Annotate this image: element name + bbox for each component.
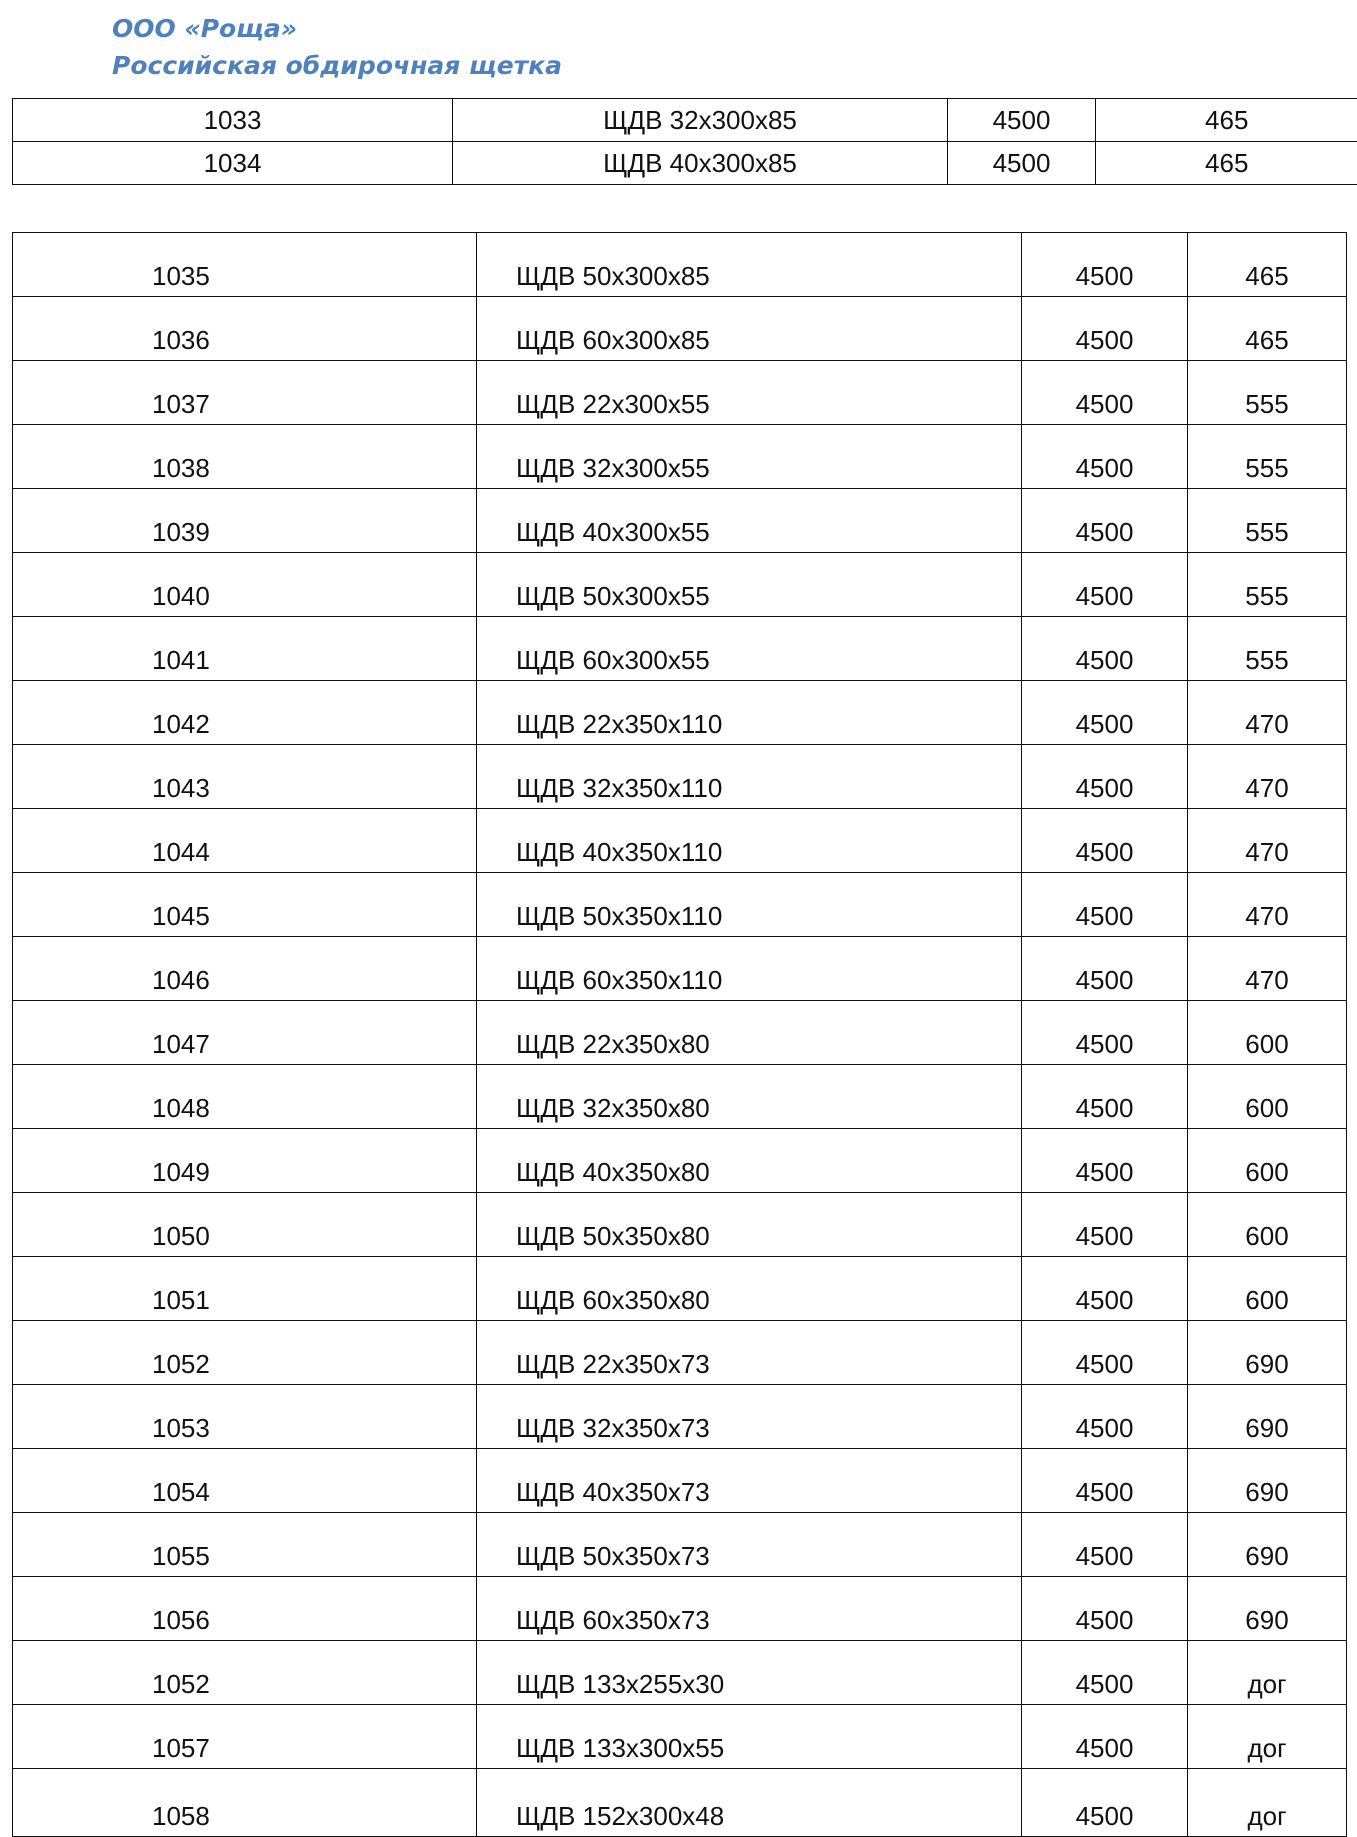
table-row xyxy=(13,1193,1347,1257)
table-row xyxy=(13,1641,1347,1705)
table-row xyxy=(13,809,1347,873)
product-price: дог xyxy=(1188,1641,1347,1705)
product-code: 1057 xyxy=(13,1705,477,1769)
table-row xyxy=(13,1449,1347,1513)
product-quantity: 4500 xyxy=(1022,297,1188,361)
product-name: ЩДВ 40х300х55 xyxy=(477,489,1022,553)
product-quantity: 4500 xyxy=(1022,553,1188,617)
product-name: ЩДВ 32х300х55 xyxy=(477,425,1022,489)
product-name: ЩДВ 40х350х80 xyxy=(477,1129,1022,1193)
product-name: ЩДВ 50х350х73 xyxy=(477,1513,1022,1577)
product-code: 1052 xyxy=(13,1321,477,1385)
product-quantity: 4500 xyxy=(1022,1001,1188,1065)
product-quantity: 4500 xyxy=(1022,1385,1188,1449)
product-quantity: 4500 xyxy=(1022,1769,1188,1837)
product-quantity: 4500 xyxy=(1022,1641,1188,1705)
product-price: 555 xyxy=(1188,553,1347,617)
product-quantity: 4500 xyxy=(1022,1193,1188,1257)
product-price: 690 xyxy=(1188,1385,1347,1449)
product-price: 600 xyxy=(1188,1193,1347,1257)
product-price: 470 xyxy=(1188,809,1347,873)
product-quantity: 4500 xyxy=(1022,1129,1188,1193)
price-table-main xyxy=(12,232,1347,1837)
product-code: 1049 xyxy=(13,1129,477,1193)
table-row xyxy=(13,1001,1347,1065)
product-price: 555 xyxy=(1188,617,1347,681)
product-name: ЩДВ 133х255х30 xyxy=(477,1641,1022,1705)
product-price: 465 xyxy=(1188,233,1347,297)
product-code: 1038 xyxy=(13,425,477,489)
product-price: 690 xyxy=(1188,1513,1347,1577)
product-name: ЩДВ 60х350х73 xyxy=(477,1577,1022,1641)
table-row xyxy=(13,489,1347,553)
table-row xyxy=(13,1065,1347,1129)
table-row xyxy=(13,297,1347,361)
product-code: 1033 xyxy=(13,99,453,142)
product-name: ЩДВ 32х350х110 xyxy=(477,745,1022,809)
product-code: 1058 xyxy=(13,1769,477,1837)
product-quantity: 4500 xyxy=(1022,1705,1188,1769)
product-price: 470 xyxy=(1188,937,1347,1001)
product-quantity: 4500 xyxy=(1022,745,1188,809)
table-row xyxy=(13,1769,1347,1837)
product-price: 465 xyxy=(1096,142,1357,185)
product-name: ЩДВ 22х300х55 xyxy=(477,361,1022,425)
product-quantity: 4500 xyxy=(1022,617,1188,681)
product-code: 1034 xyxy=(13,142,453,185)
price-table-top-body xyxy=(13,99,1357,185)
product-code: 1041 xyxy=(13,617,477,681)
document-subtitle: Российская обдирочная щетка xyxy=(112,47,562,84)
price-table-top xyxy=(12,98,1357,185)
product-price: 690 xyxy=(1188,1449,1347,1513)
product-quantity: 4500 xyxy=(1022,1577,1188,1641)
product-code: 1042 xyxy=(13,681,477,745)
product-quantity: 4500 xyxy=(948,142,1096,185)
table-row xyxy=(13,1321,1347,1385)
product-quantity: 4500 xyxy=(1022,809,1188,873)
table-row xyxy=(13,1577,1347,1641)
product-price: 465 xyxy=(1096,99,1357,142)
product-price: дог xyxy=(1188,1769,1347,1837)
product-price: 555 xyxy=(1188,425,1347,489)
product-name: ЩДВ 60х300х55 xyxy=(477,617,1022,681)
product-code: 1035 xyxy=(13,233,477,297)
product-price: 600 xyxy=(1188,1065,1347,1129)
product-quantity: 4500 xyxy=(1022,1449,1188,1513)
table-row xyxy=(13,233,1347,297)
table-row xyxy=(13,142,1357,185)
table-row xyxy=(13,1705,1347,1769)
product-quantity: 4500 xyxy=(1022,873,1188,937)
product-name: ЩДВ 152х300х48 xyxy=(477,1769,1022,1837)
product-name: ЩДВ 22х350х80 xyxy=(477,1001,1022,1065)
product-quantity: 4500 xyxy=(1022,489,1188,553)
product-name: ЩДВ 40х350х73 xyxy=(477,1449,1022,1513)
product-name: ЩДВ 50х350х80 xyxy=(477,1193,1022,1257)
table-row xyxy=(13,745,1347,809)
product-quantity: 4500 xyxy=(1022,1321,1188,1385)
table-row xyxy=(13,425,1347,489)
product-price: 600 xyxy=(1188,1257,1347,1321)
table-row xyxy=(13,1257,1347,1321)
table-row xyxy=(13,617,1347,681)
product-price: 470 xyxy=(1188,745,1347,809)
product-price: 470 xyxy=(1188,873,1347,937)
product-name: ЩДВ 40х300х85 xyxy=(453,142,948,185)
product-name: ЩДВ 32х350х80 xyxy=(477,1065,1022,1129)
table-row xyxy=(13,1385,1347,1449)
table-row xyxy=(13,1513,1347,1577)
product-price: 465 xyxy=(1188,297,1347,361)
product-quantity: 4500 xyxy=(1022,937,1188,1001)
product-name: ЩДВ 50х300х85 xyxy=(477,233,1022,297)
table-row xyxy=(13,937,1347,1001)
product-code: 1036 xyxy=(13,297,477,361)
product-name: ЩДВ 22х350х73 xyxy=(477,1321,1022,1385)
product-price: 600 xyxy=(1188,1001,1347,1065)
product-code: 1037 xyxy=(13,361,477,425)
product-price: 690 xyxy=(1188,1577,1347,1641)
table-row xyxy=(13,99,1357,142)
product-quantity: 4500 xyxy=(1022,425,1188,489)
product-name: ЩДВ 22х350х110 xyxy=(477,681,1022,745)
product-code: 1043 xyxy=(13,745,477,809)
product-code: 1051 xyxy=(13,1257,477,1321)
product-name: ЩДВ 40х350х110 xyxy=(477,809,1022,873)
product-name: ЩДВ 60х350х80 xyxy=(477,1257,1022,1321)
price-table-main-body xyxy=(13,233,1347,1837)
product-code: 1039 xyxy=(13,489,477,553)
product-price: 600 xyxy=(1188,1129,1347,1193)
product-price: 555 xyxy=(1188,361,1347,425)
product-name: ЩДВ 32х300х85 xyxy=(453,99,948,142)
product-quantity: 4500 xyxy=(1022,1513,1188,1577)
product-code: 1050 xyxy=(13,1193,477,1257)
product-name: ЩДВ 32х350х73 xyxy=(477,1385,1022,1449)
product-code: 1053 xyxy=(13,1385,477,1449)
product-code: 1055 xyxy=(13,1513,477,1577)
product-quantity: 4500 xyxy=(948,99,1096,142)
table-row xyxy=(13,681,1347,745)
product-quantity: 4500 xyxy=(1022,1065,1188,1129)
product-quantity: 4500 xyxy=(1022,1257,1188,1321)
product-price: 470 xyxy=(1188,681,1347,745)
table-row xyxy=(13,361,1347,425)
product-code: 1047 xyxy=(13,1001,477,1065)
product-code: 1054 xyxy=(13,1449,477,1513)
product-code: 1056 xyxy=(13,1577,477,1641)
product-name: ЩДВ 60х350х110 xyxy=(477,937,1022,1001)
product-name: ЩДВ 50х300х55 xyxy=(477,553,1022,617)
product-code: 1044 xyxy=(13,809,477,873)
product-price: 690 xyxy=(1188,1321,1347,1385)
product-code: 1040 xyxy=(13,553,477,617)
page-header xyxy=(112,10,562,84)
product-name: ЩДВ 60х300х85 xyxy=(477,297,1022,361)
table-row xyxy=(13,873,1347,937)
product-code: 1045 xyxy=(13,873,477,937)
table-row xyxy=(13,1129,1347,1193)
product-code: 1052 xyxy=(13,1641,477,1705)
product-code: 1046 xyxy=(13,937,477,1001)
product-price: дог xyxy=(1188,1705,1347,1769)
product-name: ЩДВ 133х300х55 xyxy=(477,1705,1022,1769)
table-row xyxy=(13,553,1347,617)
product-quantity: 4500 xyxy=(1022,681,1188,745)
product-quantity: 4500 xyxy=(1022,233,1188,297)
company-name: ООО «Роща» xyxy=(112,10,562,47)
product-name: ЩДВ 50х350х110 xyxy=(477,873,1022,937)
product-quantity: 4500 xyxy=(1022,361,1188,425)
product-price: 555 xyxy=(1188,489,1347,553)
product-code: 1048 xyxy=(13,1065,477,1129)
